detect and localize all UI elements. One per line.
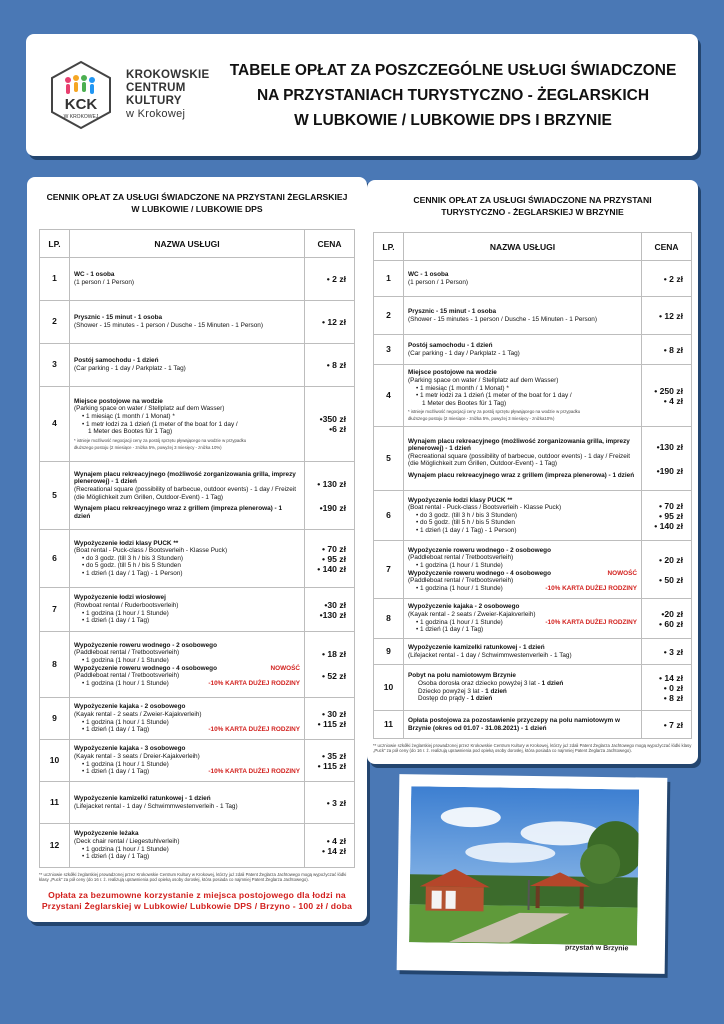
- service-cell: WC - 1 osoba (1 person / 1 Person): [404, 261, 642, 297]
- lp-cell: 1: [40, 258, 70, 301]
- kck-logo: [46, 60, 116, 130]
- service-cell: WC - 1 osoba (1 person / 1 Person): [70, 258, 305, 301]
- lp-cell: 10: [40, 740, 70, 782]
- service-cell: Prysznic - 15 minut - 1 osoba (Shower - 15 minutes - 1 person / Dusche - 15 Minuten - 1 Person): [70, 301, 305, 344]
- price-cell: • 2 zł: [305, 258, 355, 301]
- table-row: [40, 344, 355, 387]
- service-cell: Wypożyczenie kajaka - 2 osobowego (Kayak rental - 2 seats / Zweier-Kajakverleih) • 1 godzina (1 hour / 1 Stunde) • 1 dzień (1 day / 1 Tag) -10% KARTA DUŻEJ RODZINY: [70, 698, 305, 740]
- lp-cell: 7: [40, 588, 70, 632]
- lp-cell: 9: [40, 698, 70, 740]
- price-cell: • 14 zł • 0 zł • 8 zł: [642, 665, 692, 711]
- service-cell: Wypożyczenie leżaka (Deck chair rental / Liegestuhlverleih) • 1 godzina (1 hour / 1 Stunde) • 1 dzień (1 day / 1 Tag): [70, 824, 305, 868]
- brzyno-price-panel: [367, 180, 698, 764]
- service-cell: Wypożyczenie roweru wodnego - 2 osobowego (Paddleboat rental / Tretbootsverleih) • 1 godzina (1 hour / 1 Stunde) Wypożyczenie roweru wodnego - 4 osobowego NOWOŚĆ (Paddleboat rental / Tretbootsverleih) • 1 godzina (1 hour / 1 Stunde) -10% KARTA DUŻEJ RODZINY: [404, 541, 642, 599]
- footnote: ** uczniowie szkółki żeglarskiej prowadzonej przez Krokowskie Centrum Kultury w Krokowej, którzy już zdali Patent Żeglarza Jachtowego mogą wypożyczać łódki klasy „Puck” za pół ceny (do 16 r. ż. realizują uprawnienia pod opieką osoby dorosłej, która posiada co najmniej Patent Żeglarza Jachtowego).: [39, 872, 347, 883]
- price-cell: • 3 zł: [305, 782, 355, 824]
- price-cell: • 70 zł • 95 zł • 140 zł: [305, 530, 355, 588]
- table-row: [374, 427, 692, 491]
- service-cell: Wynajem placu rekreacyjnego (możliwość zorganizowania grilla, imprezy plenerowej) - 1 dzień (Recreational square (possibility of barbecue, outdoor events) - 1 day / Freizeit (die Möglichkeit zum Grillen, Outdoor-Event) - 1 Tag) Wynajem placu rekreacyjnego wraz z grillem (impreza plenerowa) - 1 dzień: [70, 462, 305, 530]
- header-card: [26, 34, 698, 156]
- price-cell: • 130 zł •190 zł: [305, 462, 355, 530]
- col-name: NAZWA USŁUGI: [404, 233, 642, 261]
- service-cell: Wypożyczenie kajaka - 2 osobowego (Kayak rental - 2 seats / Zweier-Kajakverleih) • 1 godzina (1 hour / 1 Stunde) -10% KARTA DUŻEJ RODZINY • 1 dzień (1 day / 1 Tag): [404, 599, 642, 639]
- price-cell: • 2 zł: [642, 261, 692, 297]
- lp-cell: 10: [374, 665, 404, 711]
- price-cell: • 35 zł • 115 zł: [305, 740, 355, 782]
- lp-cell: 8: [374, 599, 404, 639]
- table-row: [40, 387, 355, 462]
- lp-cell: 4: [374, 365, 404, 427]
- service-cell: Wypożyczenie łodzi wiosłowej (Rowboat rental / Ruderbootsverleih) • 1 godzina (1 hour / 1 Stunde) • 1 dzień (1 day / 1 Tag): [70, 588, 305, 632]
- lp-cell: 5: [40, 462, 70, 530]
- lp-cell: 3: [40, 344, 70, 387]
- service-cell: Wynajem placu rekreacyjnego (możliwość zorganizowania grilla, imprezy plenerowej) - 1 dzień (Recreational square (possibility of barbecue, outdoor events) - 1 day / Freizeit (die Möglichkeit zum Grillen, Outdoor-Event) - 1 Tag) Wynajem placu rekreacyjnego wraz z grillem (impreza plenerowa) - 1 dzień: [404, 427, 642, 491]
- marina-photo-card: [397, 774, 668, 974]
- table-row: [374, 639, 692, 665]
- table-row: [40, 301, 355, 344]
- service-cell: Miejsce postojowe na wodzie (Parking space on water / Stellplatz auf dem Wasser) • 1 miesiąc (1 month / 1 Monat) * • 1 metr łodzi za 1 dzień (1 meter of the boat for 1 day / 1 Meter des Bootes für 1 Tag) * istnieje możliwość negocjacji ceny za postój sprzętu pływającego na wodzie w przypadku dłuższego postoju (2 miesiące - zniżka 5%, powyżej 3 miesięcy - zniżka 10%): [70, 387, 305, 462]
- lp-cell: 4: [40, 387, 70, 462]
- price-cell: • 8 zł: [305, 344, 355, 387]
- table-row: [374, 365, 692, 427]
- footnote: ** uczniowie szkółki żeglarskiej prowadzonej przez Krokowskie Centrum Kultury w Krokowej, którzy już zdali Patent Żeglarza Jachtowego mogą wypożyczać łódki klasy „Puck” za pół ceny (do 16 r. ż. realizują uprawnienia pod opieką osoby dorosłej, która posiada co najmniej Patent Żeglarza Jachtowego).: [373, 743, 692, 754]
- table-row: [374, 599, 692, 639]
- table-row: [40, 632, 355, 698]
- price-cell: •350 zł •6 zł: [305, 387, 355, 462]
- service-cell: Wypożyczenie kamizelki ratunkowej - 1 dzień (Lifejacket rental - 1 day / Schwimmwestenverleih - 1 Tag): [70, 782, 305, 824]
- lp-cell: 3: [374, 335, 404, 365]
- photo-caption: przystań w Brzynie: [564, 944, 629, 953]
- price-cell: • 250 zł • 4 zł: [642, 365, 692, 427]
- lubkowo-price-table: [39, 229, 355, 868]
- price-cell: • 8 zł: [642, 335, 692, 365]
- service-cell: Wypożyczenie łodzi klasy PUCK ** (Boat rental - Puck-class / Bootsverleih - Klasse Puck) • do 3 godz. (till 3 h / bis 3 Stunden) • do 5 godz. (till 5 h / bis 5 Stunden • 1 dzień (1 day / 1 Tag) - 1 Person): [70, 530, 305, 588]
- lp-cell: 11: [40, 782, 70, 824]
- price-cell: • 70 zł • 95 zł • 140 zł: [642, 491, 692, 541]
- brzyno-panel-title: CENNIK OPŁAT ZA USŁUGI ŚWIADCZONE NA PRZYSTANI TURYSTYCZNO - ŻEGLARSKIEJ W BRZYNIE: [413, 195, 652, 217]
- service-cell: Wypożyczenie kamizelki ratunkowej - 1 dzień (Lifejacket rental - 1 day / Schwimmwestenverleih - 1 Tag): [404, 639, 642, 665]
- table-row: [374, 297, 692, 335]
- lp-cell: 1: [374, 261, 404, 297]
- lp-cell: 7: [374, 541, 404, 599]
- discount-label: -10% KARTA DUŻEJ RODZINY: [545, 618, 637, 626]
- table-row: [40, 698, 355, 740]
- lubkowo-panel-title: CENNIK OPŁAT ZA USŁUGI ŚWIADCZONE NA PRZYSTANI ŻEGLARSKIEJ W LUBKOWIE / LUBKOWIE DPS: [46, 192, 348, 214]
- logo-abbr: KCK: [64, 96, 98, 113]
- brzyno-price-table: [373, 232, 692, 739]
- lp-cell: 11: [374, 711, 404, 739]
- lp-cell: 6: [374, 491, 404, 541]
- lp-cell: 2: [374, 297, 404, 335]
- price-cell: • 30 zł • 115 zł: [305, 698, 355, 740]
- table-row: [374, 335, 692, 365]
- marina-photo: [409, 786, 639, 945]
- table-row: [40, 588, 355, 632]
- service-cell: Wypożyczenie kajaka - 3 osobowego (Kayak rental - 3 seats / Dreier-Kajakverleih) • 1 godzina (1 hour / 1 Stunde) • 1 dzień (1 day / 1 Tag) -10% KARTA DUŻEJ RODZINY: [70, 740, 305, 782]
- table-row: [40, 530, 355, 588]
- lp-cell: 6: [40, 530, 70, 588]
- col-lp: LP.: [40, 230, 70, 258]
- penalty-note: Opłata za bezumowne korzystanie z miejsca postojowego dla łodzi na Przystani Żeglarskiej w Lubkowie/ Lubkowie DPS / Brzyno - 100 zł / doba: [41, 890, 353, 912]
- lp-cell: 8: [40, 632, 70, 698]
- discount-label: -10% KARTA DUŻEJ RODZINY: [208, 768, 300, 776]
- service-cell: Prysznic - 15 minut - 1 osoba (Shower - 15 minutes - 1 person / Dusche - 15 Minuten - 1 Person): [404, 297, 642, 335]
- table-row: [374, 711, 692, 739]
- table-row: [40, 782, 355, 824]
- col-price: CENA: [305, 230, 355, 258]
- lp-cell: 9: [374, 639, 404, 665]
- table-row: [374, 665, 692, 711]
- service-cell: Miejsce postojowe na wodzie (Parking space on water / Stellplatz auf dem Wasser) • 1 miesiąc (1 month / 1 Monat) * • 1 metr łodzi za 1 dzień (1 meter of the boat for 1 day / 1 Meter des Bootes für 1 Tag) * istnieje możliwość negocjacji ceny za postój sprzętu pływającego na wodzie w przypadku dłuższego postoju (2 miesiące - zniżka 5%, powyżej 3 miesięcy - zniżka10%): [404, 365, 642, 427]
- lp-cell: 12: [40, 824, 70, 868]
- price-cell: • 4 zł • 14 zł: [305, 824, 355, 868]
- new-badge: NOWOŚĆ: [607, 569, 637, 577]
- discount-label: -10% KARTA DUŻEJ RODZINY: [208, 679, 300, 687]
- new-badge: NOWOŚĆ: [270, 664, 300, 672]
- price-cell: •30 zł •130 zł: [305, 588, 355, 632]
- table-row: [374, 491, 692, 541]
- lp-cell: 2: [40, 301, 70, 344]
- col-name: NAZWA USŁUGI: [70, 230, 305, 258]
- lp-cell: 5: [374, 427, 404, 491]
- col-price: CENA: [642, 233, 692, 261]
- discount-label: -10% KARTA DUŻEJ RODZINY: [545, 584, 637, 592]
- price-cell: • 20 zł • 50 zł: [642, 541, 692, 599]
- price-cell: •20 zł • 60 zł: [642, 599, 692, 639]
- table-row: [374, 261, 692, 297]
- service-cell: Opłata postojowa za pozostawienie przyczepy na polu namiotowym w Brzynie (okres od 01.07 - 31.08.2021) - 1 dzień: [404, 711, 642, 739]
- table-row: [40, 258, 355, 301]
- price-cell: •130 zł •190 zł: [642, 427, 692, 491]
- logo-sub: W KROKOWEJ: [63, 114, 99, 120]
- price-cell: • 18 zł • 52 zł: [305, 632, 355, 698]
- col-lp: LP.: [374, 233, 404, 261]
- page-title: TABELE OPŁAT ZA POSZCZEGÓLNE USŁUGI ŚWIADCZONE NA PRZYSTANIACH TURYSTYCZNO - ŻEGLARSKICH W LUBKOWIE / LUBKOWIE DPS I BRZYNIE: [229, 61, 677, 129]
- service-cell: Postój samochodu - 1 dzień (Car parking - 1 day / Parkplatz - 1 Tag): [70, 344, 305, 387]
- price-cell: • 7 zł: [642, 711, 692, 739]
- service-cell: Postój samochodu - 1 dzień (Car parking - 1 day / Parkplatz - 1 Tag): [404, 335, 642, 365]
- service-cell: Wypożyczenie łodzi klasy PUCK ** (Boat rental - Puck-class / Bootsverleih - Klasse Puck) • do 3 godz. (till 3 h / bis 3 Stunden) • do 5 godz. (till 5 h / bis 5 Stunden • 1 dzień (1 day / 1 Tag) - 1 Person): [404, 491, 642, 541]
- table-row: [40, 740, 355, 782]
- price-cell: • 12 zł: [642, 297, 692, 335]
- price-cell: • 3 zł: [642, 639, 692, 665]
- price-cell: • 12 zł: [305, 301, 355, 344]
- discount-label: -10% KARTA DUŻEJ RODZINY: [208, 726, 300, 734]
- table-row: [40, 462, 355, 530]
- service-cell: Wypożyczenie roweru wodnego - 2 osobowego (Paddleboat rental / Tretbootsverleih) • 1 godzina (1 hour / 1 Stunde) Wypożyczenie roweru wodnego - 4 osobowego NOWOŚĆ (Paddleboat rental / Tretbootsverleih) • 1 godzina (1 hour / 1 Stunde) -10% KARTA DUŻEJ RODZINY: [70, 632, 305, 698]
- lubkowo-price-panel: [27, 177, 367, 922]
- service-cell: Pobyt na polu namiotowym Brzynie Osoba dorosła oraz dziecko powyżej 3 lat - 1 dzień Dziecko powyżej 3 lat - 1 dzień Dostęp do prądy - 1 dzień: [404, 665, 642, 711]
- org-name: KROKOWSKIE CENTRUM KULTURY w Krokowej: [126, 69, 210, 120]
- table-row: [40, 824, 355, 868]
- table-row: [374, 541, 692, 599]
